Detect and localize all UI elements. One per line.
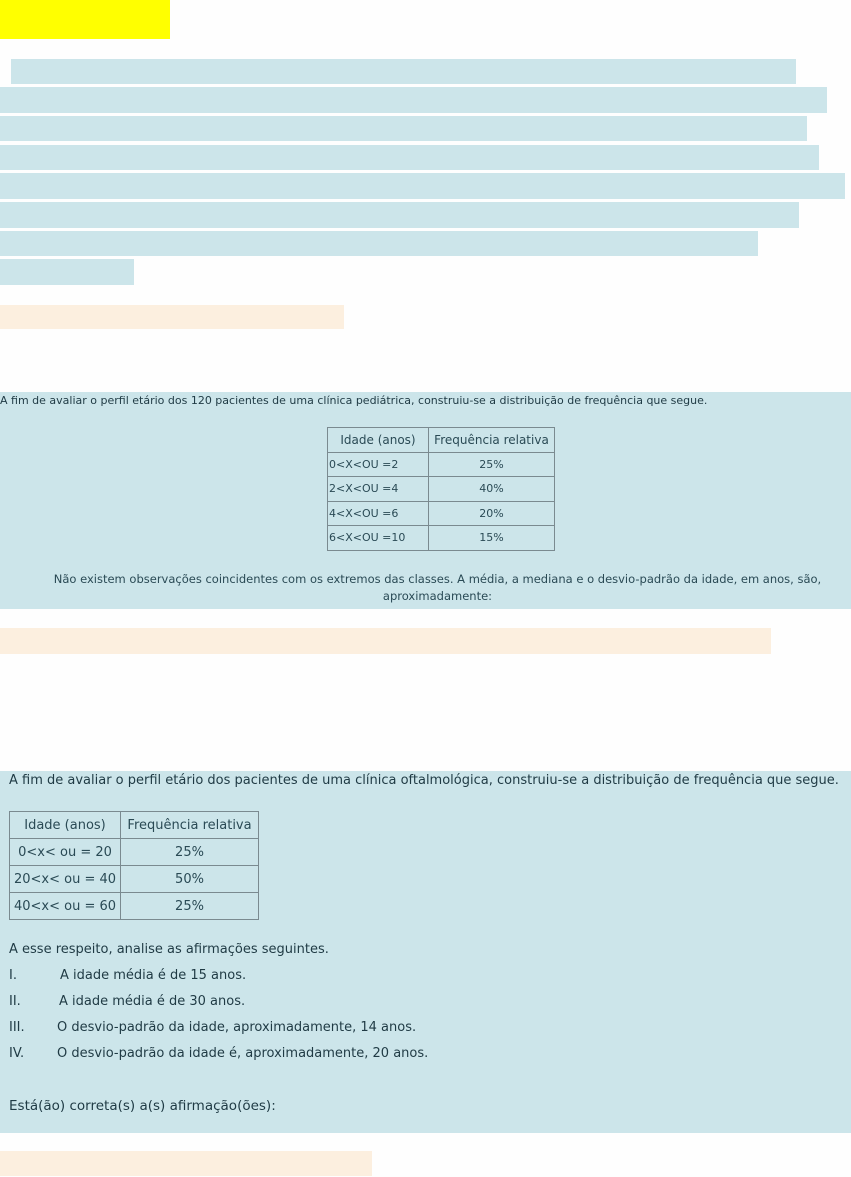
redacted-line [0,173,845,199]
statement-text: O desvio-padrão da idade, aproximadamente, 14 anos. [57,1020,417,1035]
table-cell-frequency: 25% [121,839,259,866]
table-row [10,893,259,920]
table-cell-frequency: 25% [121,893,259,920]
table-cell-frequency: 20% [429,501,555,526]
highlight-bar-yellow [0,0,170,39]
statement-number: II. [9,994,21,1009]
question-1-intro: A fim de avaliar o perfil etário dos 120 pacientes de uma clínica pediátrica, construiu-se a distribuição de frequência que segue. [0,394,708,407]
redacted-line [0,145,819,170]
redacted-line [0,116,807,141]
statement-item [9,968,246,983]
table-header-frequency: Frequência relativa [429,428,555,453]
table-cell-age: 40<x< ou = 60 [10,893,121,920]
table-row [10,866,259,893]
redacted-answer-bar [0,1151,372,1176]
question-1-note: Não existem observações coincidentes com os extremos das classes. A média, a mediana e o desvio-padrão da idade, em anos, são, aproximadamente: [53,572,822,603]
table-header-frequency: Frequência relativa [121,812,259,839]
table-row [10,839,259,866]
question-1-frequency-table [327,427,555,551]
table-cell-age: 2<X<OU =4 [328,477,429,502]
table-row [328,477,555,502]
statement-item [9,1046,428,1061]
statement-text: A idade média é de 15 anos. [60,968,247,983]
statement-number: IV. [9,1046,25,1061]
statement-item [9,1020,416,1035]
table-row [328,501,555,526]
table-header-row [10,812,259,839]
table-cell-frequency: 15% [429,526,555,551]
table-row [328,452,555,477]
redacted-answer-bar [0,305,344,329]
table-header-row [328,428,555,453]
redacted-answer-bar [0,628,771,654]
statement-item [9,994,245,1009]
table-cell-frequency: 50% [121,866,259,893]
table-cell-age: 0<X<OU =2 [328,452,429,477]
statement-number: I. [9,968,17,983]
redacted-line [11,59,796,84]
table-header-age: Idade (anos) [10,812,121,839]
redacted-line [0,87,827,113]
table-cell-age: 20<x< ou = 40 [10,866,121,893]
table-row [328,526,555,551]
question-2-frequency-table [9,811,259,920]
redacted-line [0,259,134,285]
table-cell-frequency: 40% [429,477,555,502]
redacted-line [0,231,758,256]
question-2-prompt: Está(ão) correta(s) a(s) afirmação(ões): [9,1098,276,1114]
table-cell-age: 0<x< ou = 20 [10,839,121,866]
table-cell-age: 6<X<OU =10 [328,526,429,551]
statement-text: A idade média é de 30 anos. [59,994,246,1009]
statement-number: III. [9,1020,25,1035]
redacted-line [0,202,799,228]
question-2-intro: A fim de avaliar o perfil etário dos pacientes de uma clínica oftalmológica, construiu-se a distribuição de frequência que segue. [9,773,839,788]
table-header-age: Idade (anos) [328,428,429,453]
table-cell-age: 4<X<OU =6 [328,501,429,526]
question-2-analyze-text: A esse respeito, analise as afirmações seguintes. [9,942,329,957]
statement-text: O desvio-padrão da idade é, aproximadamente, 20 anos. [57,1046,429,1061]
table-cell-frequency: 25% [429,452,555,477]
